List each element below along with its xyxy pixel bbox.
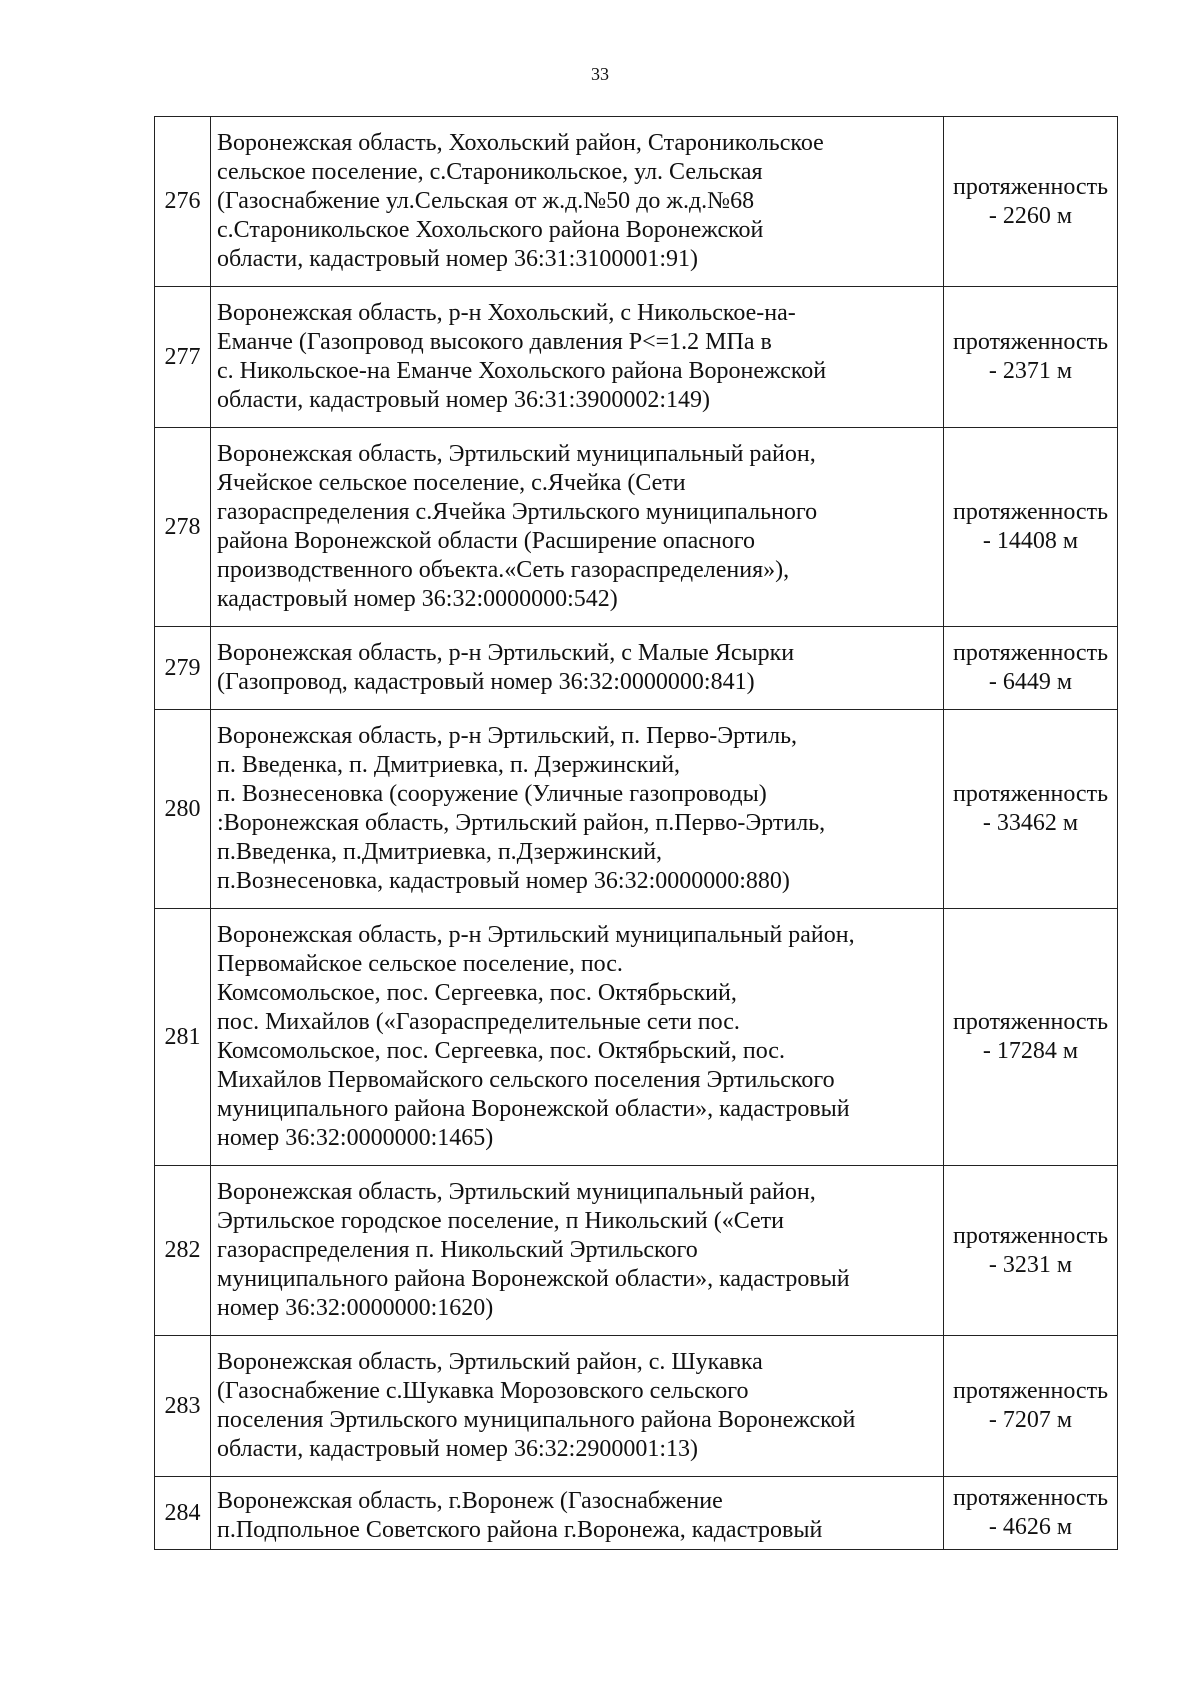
- description-line: Воронежская область, Эртильский муниципальный район,: [217, 441, 816, 467]
- length-cell: [944, 909, 1118, 1166]
- length-cell: [944, 1477, 1118, 1550]
- description-line: п. Вознесеновка (сооружение (Уличные газопроводы): [217, 781, 767, 807]
- description-cell: [211, 1166, 944, 1336]
- row-number-cell: 282: [155, 1166, 211, 1336]
- description-line: (Газоснабжение с.Шукавка Морозовского сельского: [217, 1378, 749, 1404]
- description-line: с. Никольское-на Еманче Хохольского района Воронежской: [217, 358, 827, 384]
- row-number-cell: 276: [155, 117, 211, 287]
- description-line: Воронежская область, р-н Хохольский, с Никольское-на-: [217, 300, 796, 326]
- description-line: Воронежская область, Эртильский район, с. Шукавка: [217, 1349, 763, 1375]
- description-line: муниципального района Воронежской области», кадастровый: [217, 1096, 850, 1122]
- description-line: Комсомольское, пос. Сергеевка, пос. Октябрьский,: [217, 980, 737, 1006]
- description-line: газораспределения п. Никольский Эртильского: [217, 1237, 698, 1263]
- length-value: - 14408 м: [982, 528, 1079, 554]
- description-line: п.Введенка, п.Дмитриевка, п.Дзержинский,: [217, 839, 663, 865]
- description-line: номер 36:32:0000000:1620): [217, 1295, 494, 1321]
- table-row: [155, 909, 1118, 1166]
- description-line: Еманче (Газопровод высокого давления Р<=1.2 МПа в: [217, 329, 772, 355]
- length-label: протяженность: [952, 1009, 1109, 1035]
- row-number-cell: 279: [155, 627, 211, 710]
- description-line: (Газоснабжение ул.Сельская от ж.д.№50 до ж.д.№68: [217, 188, 755, 214]
- description-line: Ячейское сельское поселение, с.Ячейка (Сети: [217, 470, 686, 496]
- table-row: [155, 710, 1118, 909]
- length-value: - 2371 м: [988, 358, 1073, 384]
- description-line: Воронежская область, р-н Эртильский, с Малые Ясырки: [217, 640, 795, 666]
- page-number: 33: [591, 64, 609, 84]
- description-line: кадастровый номер 36:32:0000000:542): [217, 586, 618, 612]
- description-line: (Газопровод, кадастровый номер 36:32:0000000:841): [217, 669, 755, 695]
- description-line: Эртильское городское поселение, п Никольский («Сети: [217, 1208, 784, 1234]
- description-line: района Воронежской области (Расширение опасного: [217, 528, 756, 554]
- table-row: [155, 428, 1118, 627]
- table-row: [155, 287, 1118, 428]
- description-cell: [211, 627, 944, 710]
- description-line: Михайлов Первомайского сельского поселения Эртильского: [217, 1067, 835, 1093]
- length-label: протяженность: [952, 1378, 1109, 1404]
- description-line: п. Введенка, п. Дмитриевка, п. Дзержинский,: [217, 752, 681, 778]
- table-row: [155, 1166, 1118, 1336]
- length-cell: [944, 1166, 1118, 1336]
- length-label: протяженность: [952, 640, 1109, 666]
- length-cell: [944, 428, 1118, 627]
- length-label: протяженность: [952, 329, 1109, 355]
- row-number-cell: 281: [155, 909, 211, 1166]
- description-line: муниципального района Воронежской области», кадастровый: [217, 1266, 850, 1292]
- description-line: области, кадастровый номер 36:32:2900001:13): [217, 1436, 698, 1462]
- row-number-cell: 280: [155, 710, 211, 909]
- length-value: - 7207 м: [988, 1407, 1073, 1433]
- description-line: производственного объекта.«Сеть газораспределения»),: [217, 557, 790, 583]
- length-label: протяженность: [952, 173, 1109, 200]
- description-cell: [211, 1477, 944, 1550]
- description-line: Воронежская область, Эртильский муниципальный район,: [217, 1179, 816, 1205]
- description-line: :Воронежская область, Эртильский район, п.Перво-Эртиль,: [217, 810, 826, 836]
- length-cell: [944, 117, 1118, 287]
- length-cell: [944, 1336, 1118, 1477]
- length-value: - 2260 м: [988, 202, 1073, 229]
- table-row: [155, 1336, 1118, 1477]
- length-cell: [944, 287, 1118, 428]
- description-cell: [211, 1336, 944, 1477]
- description-line: пос. Михайлов («Газораспределительные сети пос.: [217, 1009, 740, 1035]
- length-label: протяженность: [952, 1485, 1109, 1511]
- description-line: с.Староникольское Хохольского района Воронежской: [217, 217, 764, 243]
- length-value: - 3231 м: [988, 1251, 1073, 1278]
- length-label: протяженность: [952, 1222, 1109, 1249]
- description-line: номер 36:32:0000000:1465): [217, 1125, 494, 1151]
- description-cell: [211, 117, 944, 287]
- description-line: Первомайское сельское поселение, пос.: [217, 951, 623, 977]
- description-line: области, кадастровый номер 36:31:3900002:149): [217, 387, 710, 413]
- length-label: протяженность: [952, 781, 1109, 807]
- row-number-cell: 284: [155, 1477, 211, 1550]
- registry-table: [154, 116, 1118, 1550]
- description-line: поселения Эртильского муниципального района Воронежской: [217, 1407, 856, 1433]
- length-cell: [944, 710, 1118, 909]
- description-line: сельское поселение, с.Староникольское, ул. Сельская: [217, 159, 763, 185]
- description-cell: [211, 909, 944, 1166]
- description-cell: [211, 710, 944, 909]
- description-line: газораспределения с.Ячейка Эртильского муниципального: [217, 499, 818, 525]
- row-number-cell: 277: [155, 287, 211, 428]
- table-row: [155, 627, 1118, 710]
- description-line: п.Вознесеновка, кадастровый номер 36:32:0000000:880): [217, 868, 790, 894]
- description-cell: [211, 428, 944, 627]
- description-line: Воронежская область, г.Воронеж (Газоснабжение: [217, 1488, 723, 1514]
- description-line: Воронежская область, р-н Эртильский, п. Перво-Эртиль,: [217, 723, 798, 749]
- row-number-cell: 283: [155, 1336, 211, 1477]
- row-number-cell: 278: [155, 428, 211, 627]
- description-line: Воронежская область, Хохольский район, Староникольское: [217, 130, 824, 156]
- length-cell: [944, 627, 1118, 710]
- description-line: Комсомольское, пос. Сергеевка, пос. Октябрьский, пос.: [217, 1038, 785, 1064]
- length-value: - 6449 м: [988, 669, 1073, 695]
- table-row: [155, 1477, 1118, 1550]
- description-line: области, кадастровый номер 36:31:3100001:91): [217, 246, 698, 272]
- length-value: - 33462 м: [982, 810, 1079, 836]
- description-line: Воронежская область, р-н Эртильский муниципальный район,: [217, 922, 855, 948]
- registry-table-body: [155, 117, 1118, 1550]
- length-value: - 4626 м: [988, 1514, 1073, 1540]
- table-row: [155, 117, 1118, 287]
- description-cell: [211, 287, 944, 428]
- length-value: - 17284 м: [982, 1038, 1079, 1064]
- description-line: п.Подпольное Советского района г.Воронежа, кадастровый: [217, 1517, 823, 1543]
- length-label: протяженность: [952, 499, 1109, 525]
